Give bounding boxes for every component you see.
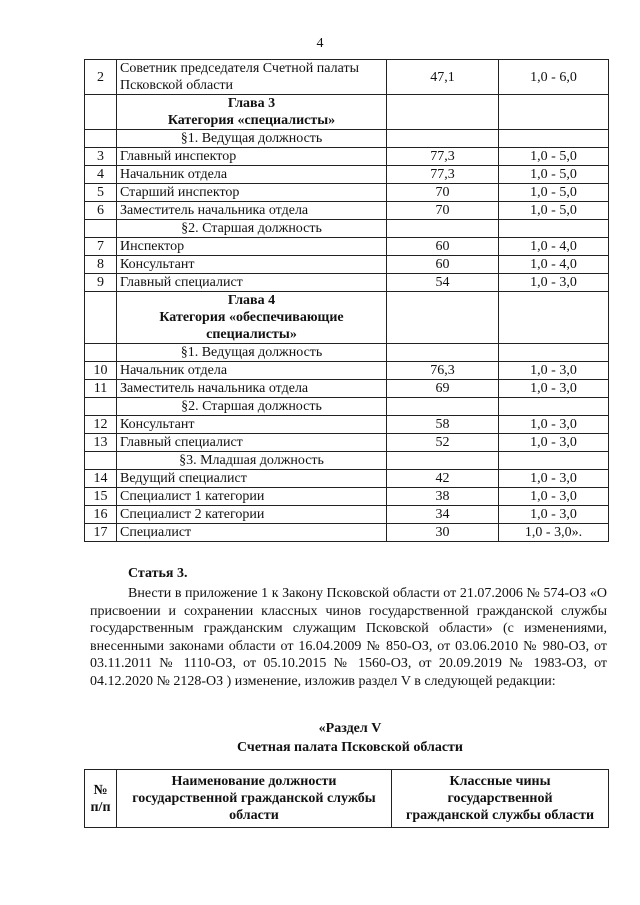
empty-cell (499, 220, 609, 238)
section-subheading-row (85, 398, 609, 416)
section-subheading: §2. Старшая должность (117, 220, 387, 238)
chapter-heading-line: Категория «обеспечивающие (159, 310, 344, 325)
row-number: 6 (85, 202, 117, 220)
coefficient-value: 38 (387, 488, 499, 506)
empty-cell (387, 344, 499, 362)
table-row (85, 416, 609, 434)
header-line: области (229, 808, 279, 823)
article-text: Внести в приложение 1 к Закону Псковской области от 21.07.2006 № 574-ОЗ «О присвоении и сохранении классных чинов государственной гражданской службы государственным гражданским служащим Псковской области» (с изменениями, внесенными законами области от 16.04.2009 № 850-ОЗ, от 03.06.2010 № 980-ОЗ, от 03.11.2011 № 1110-ОЗ, от 05.10.2015 № 1560-ОЗ, от 20.09.2019 № 1983-ОЗ, от 04.12.2020 № 2128-ОЗ ) изменение, изложив раздел V в следующей редакции: (90, 586, 607, 689)
coefficient-value: 60 (387, 256, 499, 274)
row-number: 10 (85, 362, 117, 380)
class-range: 1,0 - 4,0 (499, 256, 609, 274)
empty-cell (499, 130, 609, 148)
class-range: 1,0 - 3,0 (499, 274, 609, 292)
row-number: 14 (85, 470, 117, 488)
class-range: 1,0 - 3,0 (499, 470, 609, 488)
coefficient-value: 77,3 (387, 148, 499, 166)
row-number: 3 (85, 148, 117, 166)
class-range: 1,0 - 3,0 (499, 416, 609, 434)
chapter-heading-line: Глава 3 (227, 96, 276, 111)
table-row (85, 470, 609, 488)
section-subheading: §1. Ведущая должность (117, 344, 387, 362)
position-name: Начальник отдела (117, 166, 387, 184)
empty-cell (387, 95, 499, 130)
chapter-heading-line: Категория «специалисты» (167, 113, 336, 128)
position-name: Специалист 1 категории (117, 488, 387, 506)
coefficient-value: 60 (387, 238, 499, 256)
coefficient-value: 54 (387, 274, 499, 292)
classes-table-header (84, 769, 609, 828)
section-subheading: §3. Младшая должность (117, 452, 387, 470)
table-row (85, 488, 609, 506)
position-name: Специалист (117, 524, 387, 542)
class-range: 1,0 - 3,0 (499, 362, 609, 380)
coefficient-value: 70 (387, 184, 499, 202)
row-number: 13 (85, 434, 117, 452)
class-range: 1,0 - 3,0 (499, 380, 609, 398)
section-subheading-row (85, 130, 609, 148)
coefficient-value: 34 (387, 506, 499, 524)
coefficient-value: 77,3 (387, 166, 499, 184)
empty-cell (85, 220, 117, 238)
empty-cell (499, 452, 609, 470)
section-subheading-row (85, 344, 609, 362)
class-range: 1,0 - 3,0 (499, 488, 609, 506)
position-name: Главный специалист (117, 434, 387, 452)
empty-cell (499, 292, 609, 344)
empty-cell (387, 292, 499, 344)
empty-cell (85, 344, 117, 362)
row-number: 8 (85, 256, 117, 274)
row-number: 11 (85, 380, 117, 398)
empty-cell (85, 452, 117, 470)
table-row (85, 524, 609, 542)
table-row (85, 202, 609, 220)
class-range: 1,0 - 5,0 (499, 202, 609, 220)
coefficient-value: 76,3 (387, 362, 499, 380)
row-number: 17 (85, 524, 117, 542)
position-name: Старший инспектор (117, 184, 387, 202)
class-range: 1,0 - 3,0 (499, 434, 609, 452)
table-row (85, 380, 609, 398)
table-row (85, 238, 609, 256)
section-title: «Раздел V (318, 721, 382, 736)
position-name: Заместитель начальника отдела (117, 202, 387, 220)
chapter-heading (117, 95, 387, 130)
chapter-heading-row (85, 292, 609, 344)
header-class-cell (392, 770, 609, 828)
row-number: 7 (85, 238, 117, 256)
row-number: 5 (85, 184, 117, 202)
row-number: 2 (85, 60, 117, 95)
coefficient-value: 52 (387, 434, 499, 452)
empty-cell (387, 452, 499, 470)
position-name: Ведущий специалист (117, 470, 387, 488)
positions-table (84, 59, 609, 542)
empty-cell (85, 398, 117, 416)
empty-cell (85, 130, 117, 148)
row-number: 9 (85, 274, 117, 292)
coefficient-value: 58 (387, 416, 499, 434)
header-line: Наименование должности (171, 774, 337, 789)
empty-cell (499, 95, 609, 130)
empty-cell (387, 220, 499, 238)
coefficient-value: 42 (387, 470, 499, 488)
empty-cell (85, 95, 117, 130)
chapter-heading (117, 292, 387, 344)
position-name: Главный специалист (117, 274, 387, 292)
position-name: Начальник отдела (117, 362, 387, 380)
section-subheading-row (85, 452, 609, 470)
section-subheading: §1. Ведущая должность (117, 130, 387, 148)
position-name: Главный инспектор (117, 148, 387, 166)
section-subheading-row (85, 220, 609, 238)
chapter-heading-line: Глава 4 (227, 293, 276, 308)
class-range: 1,0 - 3,0». (499, 524, 609, 542)
position-name: Заместитель начальника отдела (117, 380, 387, 398)
section-subtitle: Счетная палата Псковской области (237, 740, 463, 755)
class-range: 1,0 - 3,0 (499, 506, 609, 524)
coefficient-value: 47,1 (387, 60, 499, 95)
header-line: гражданской службы области (405, 808, 595, 823)
table-row (85, 274, 609, 292)
header-line: Классные чины (449, 774, 551, 789)
header-line: государственной (447, 791, 553, 806)
table-row (85, 506, 609, 524)
table-row (85, 166, 609, 184)
class-range: 1,0 - 5,0 (499, 148, 609, 166)
classes-table-header-row (85, 770, 609, 828)
header-position-cell (117, 770, 392, 828)
row-number: 16 (85, 506, 117, 524)
empty-cell (85, 292, 117, 344)
table-row (85, 256, 609, 274)
header-line: п/п (90, 799, 111, 815)
table-row (85, 184, 609, 202)
position-name: Специалист 2 категории (117, 506, 387, 524)
article-title: Статья 3. (128, 566, 188, 581)
class-range: 1,0 - 6,0 (499, 60, 609, 95)
header-line: государственной гражданской службы (132, 791, 376, 806)
position-name: Консультант (117, 256, 387, 274)
table-row (85, 434, 609, 452)
row-number: 4 (85, 166, 117, 184)
chapter-heading-row (85, 95, 609, 130)
table-row (85, 60, 609, 95)
page-number: 4 (316, 36, 324, 51)
empty-cell (387, 398, 499, 416)
class-range: 1,0 - 5,0 (499, 166, 609, 184)
section-subheading: §2. Старшая должность (117, 398, 387, 416)
chapter-heading-line: специалисты» (206, 327, 297, 342)
empty-cell (499, 398, 609, 416)
empty-cell (499, 344, 609, 362)
class-range: 1,0 - 4,0 (499, 238, 609, 256)
coefficient-value: 69 (387, 380, 499, 398)
row-number: 15 (85, 488, 117, 506)
table-row (85, 362, 609, 380)
class-range: 1,0 - 5,0 (499, 184, 609, 202)
position-name: Советник председателя Счетной палаты Псковской области (117, 60, 387, 95)
table-row (85, 148, 609, 166)
row-number: 12 (85, 416, 117, 434)
empty-cell (387, 130, 499, 148)
position-name: Консультант (117, 416, 387, 434)
position-name: Инспектор (117, 238, 387, 256)
header-line: № (93, 782, 108, 798)
header-number-cell (85, 770, 117, 828)
coefficient-value: 70 (387, 202, 499, 220)
coefficient-value: 30 (387, 524, 499, 542)
